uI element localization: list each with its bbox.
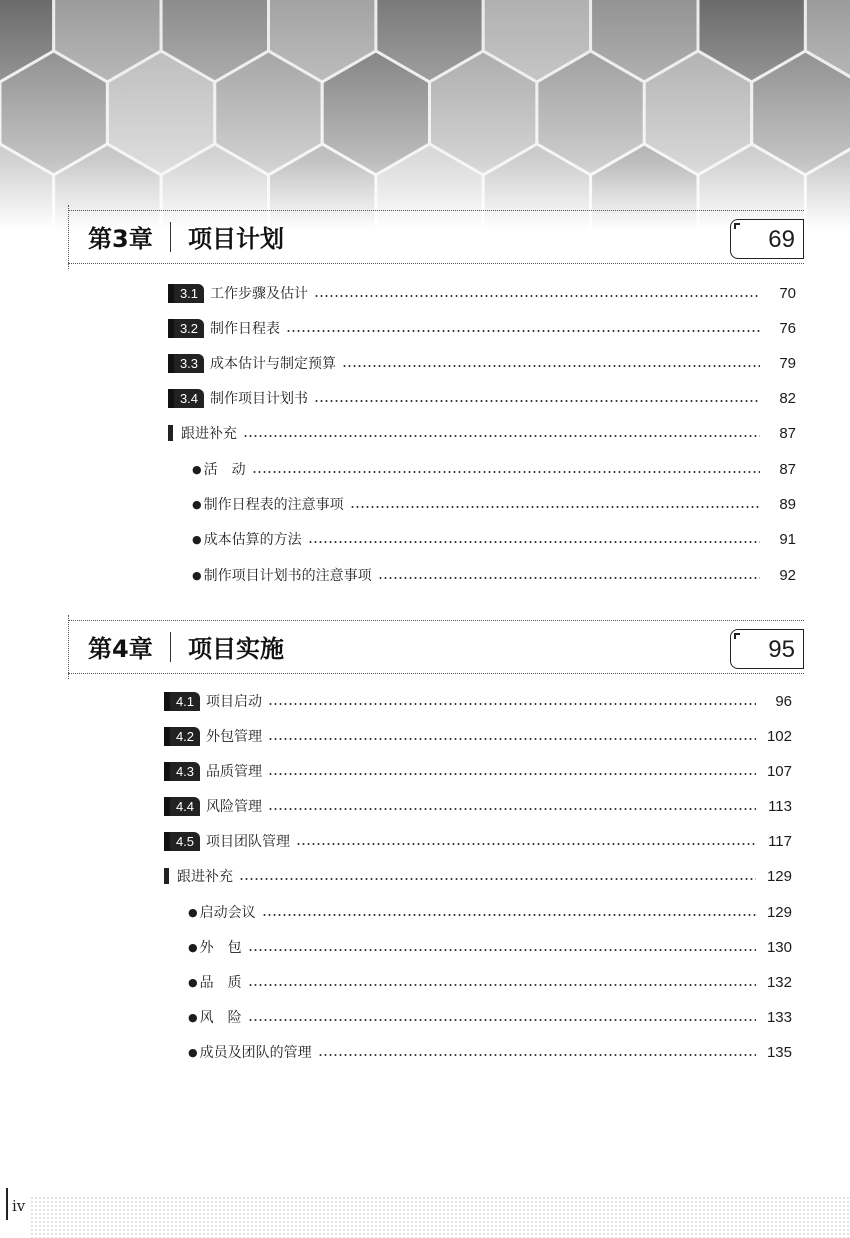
chapter-number: 第3章 — [88, 225, 153, 253]
dot-leader — [318, 1054, 756, 1056]
item-page: 130 — [766, 938, 792, 956]
divider — [170, 632, 171, 662]
dot-leader — [268, 703, 756, 705]
section-page: 76 — [779, 319, 796, 337]
dot-leader — [342, 365, 760, 367]
section-label: 风险管理 — [206, 799, 262, 815]
chapter-3-header — [68, 210, 804, 264]
dot-leader — [239, 878, 756, 880]
section-page: 79 — [779, 354, 796, 372]
toc-item[interactable] — [188, 970, 792, 994]
bullet-icon: ● — [192, 497, 202, 511]
page-number: iv — [12, 1197, 26, 1215]
chapter-4-header — [68, 620, 804, 674]
section-badge: 3.2 — [168, 319, 204, 338]
chapter-title: 项目计划 — [188, 225, 284, 253]
dot-leader — [350, 506, 760, 508]
toc-section-3-4[interactable] — [168, 386, 796, 410]
toc-follow-up-3[interactable] — [168, 421, 796, 445]
follow-up-page: 129 — [766, 867, 792, 885]
toc-item[interactable] — [188, 900, 792, 924]
toc-section-4-3[interactable] — [164, 759, 792, 783]
item-label: 制作日程表的注意事项 — [203, 497, 344, 513]
follow-up-label: 跟进补充 — [181, 426, 237, 442]
section-badge: 4.5 — [164, 832, 200, 851]
dot-leader — [296, 843, 756, 845]
dot-leader — [268, 808, 756, 810]
dot-leader — [286, 330, 760, 332]
section-label: 项目团队管理 — [206, 834, 290, 850]
section-label: 制作日程表 — [210, 321, 280, 337]
dot-leader — [243, 435, 760, 437]
toc-item[interactable] — [192, 563, 796, 587]
section-badge: 4.3 — [164, 762, 200, 781]
section-page: 96 — [775, 692, 792, 710]
item-page: 129 — [766, 903, 792, 921]
item-page: 132 — [766, 973, 792, 991]
item-page: 133 — [766, 1008, 792, 1026]
section-label: 制作项目计划书 — [210, 391, 308, 407]
follow-up-page: 87 — [779, 424, 796, 442]
section-page: 82 — [779, 389, 796, 407]
toc-section-4-5[interactable] — [164, 829, 792, 853]
dot-leader — [268, 738, 756, 740]
item-page: 89 — [779, 495, 796, 513]
section-label: 项目启动 — [206, 694, 262, 710]
divider — [170, 222, 171, 252]
section-badge: 3.3 — [168, 354, 204, 373]
item-page: 92 — [779, 566, 796, 584]
footer-bar — [6, 1188, 8, 1220]
toc-section-4-1[interactable] — [164, 689, 792, 713]
hexagon-banner — [0, 0, 850, 230]
item-label: 风 险 — [199, 1010, 242, 1026]
chapter-page-number: 69 — [730, 219, 804, 259]
bullet-icon: ● — [192, 568, 202, 582]
toc-section-3-3[interactable] — [168, 351, 796, 375]
toc-section-4-2[interactable] — [164, 724, 792, 748]
dot-leader — [262, 914, 756, 916]
item-label: 启动会议 — [199, 905, 256, 921]
dot-leader — [314, 295, 760, 297]
toc-item[interactable] — [188, 1040, 792, 1064]
section-badge: 3.1 — [168, 284, 204, 303]
dot-leader — [248, 1019, 756, 1021]
footer-halftone — [30, 1196, 850, 1238]
follow-up-label: 跟进补充 — [177, 869, 233, 885]
section-badge: 4.4 — [164, 797, 200, 816]
toc-item[interactable] — [188, 1005, 792, 1029]
section-page: 102 — [766, 727, 792, 745]
chapter-number: 第4章 — [88, 635, 153, 663]
chapter-title: 项目实施 — [188, 635, 284, 663]
dot-leader — [248, 984, 756, 986]
section-label: 成本估计与制定预算 — [210, 356, 336, 372]
section-badge: 4.2 — [164, 727, 200, 746]
item-page: 135 — [766, 1043, 792, 1061]
section-page: 113 — [768, 797, 792, 815]
section-page: 117 — [768, 832, 792, 850]
section-page: 70 — [779, 284, 796, 302]
item-label: 外 包 — [199, 940, 242, 956]
bullet-icon: ● — [188, 975, 198, 989]
bullet-icon: ● — [192, 532, 202, 546]
toc-section-4-4[interactable] — [164, 794, 792, 818]
section-badge: 4.1 — [164, 692, 200, 711]
item-label: 活 动 — [203, 462, 246, 478]
bullet-icon: ● — [188, 905, 198, 919]
section-page: 107 — [766, 762, 792, 780]
dot-leader — [252, 471, 760, 473]
item-page: 91 — [779, 530, 796, 548]
item-label: 制作项目计划书的注意事项 — [203, 568, 372, 584]
dot-leader — [268, 773, 756, 775]
item-page: 87 — [779, 460, 796, 478]
bullet-icon: ● — [192, 462, 202, 476]
toc-item[interactable] — [192, 527, 796, 551]
toc-item[interactable] — [192, 457, 796, 481]
bullet-icon: ● — [188, 1045, 198, 1059]
follow-up-marker — [164, 868, 169, 884]
chapter-page-number: 95 — [730, 629, 804, 669]
section-badge: 3.4 — [168, 389, 204, 408]
dot-leader — [248, 949, 756, 951]
toc-section-3-1[interactable] — [168, 281, 796, 305]
dot-leader — [378, 577, 760, 579]
item-label: 品 质 — [199, 975, 242, 991]
item-label: 成本估算的方法 — [203, 532, 302, 548]
section-label: 外包管理 — [206, 729, 262, 745]
dot-leader — [314, 400, 760, 402]
toc-section-3-2[interactable] — [168, 316, 796, 340]
dot-leader — [308, 541, 760, 543]
follow-up-marker — [168, 425, 173, 441]
bullet-icon: ● — [188, 1010, 198, 1024]
item-label: 成员及团队的管理 — [199, 1045, 312, 1061]
section-label: 品质管理 — [206, 764, 262, 780]
toc-item[interactable] — [188, 935, 792, 959]
section-label: 工作步骤及估计 — [210, 286, 308, 302]
toc-follow-up-4[interactable] — [164, 864, 792, 888]
bullet-icon: ● — [188, 940, 198, 954]
toc-item[interactable] — [192, 492, 796, 516]
